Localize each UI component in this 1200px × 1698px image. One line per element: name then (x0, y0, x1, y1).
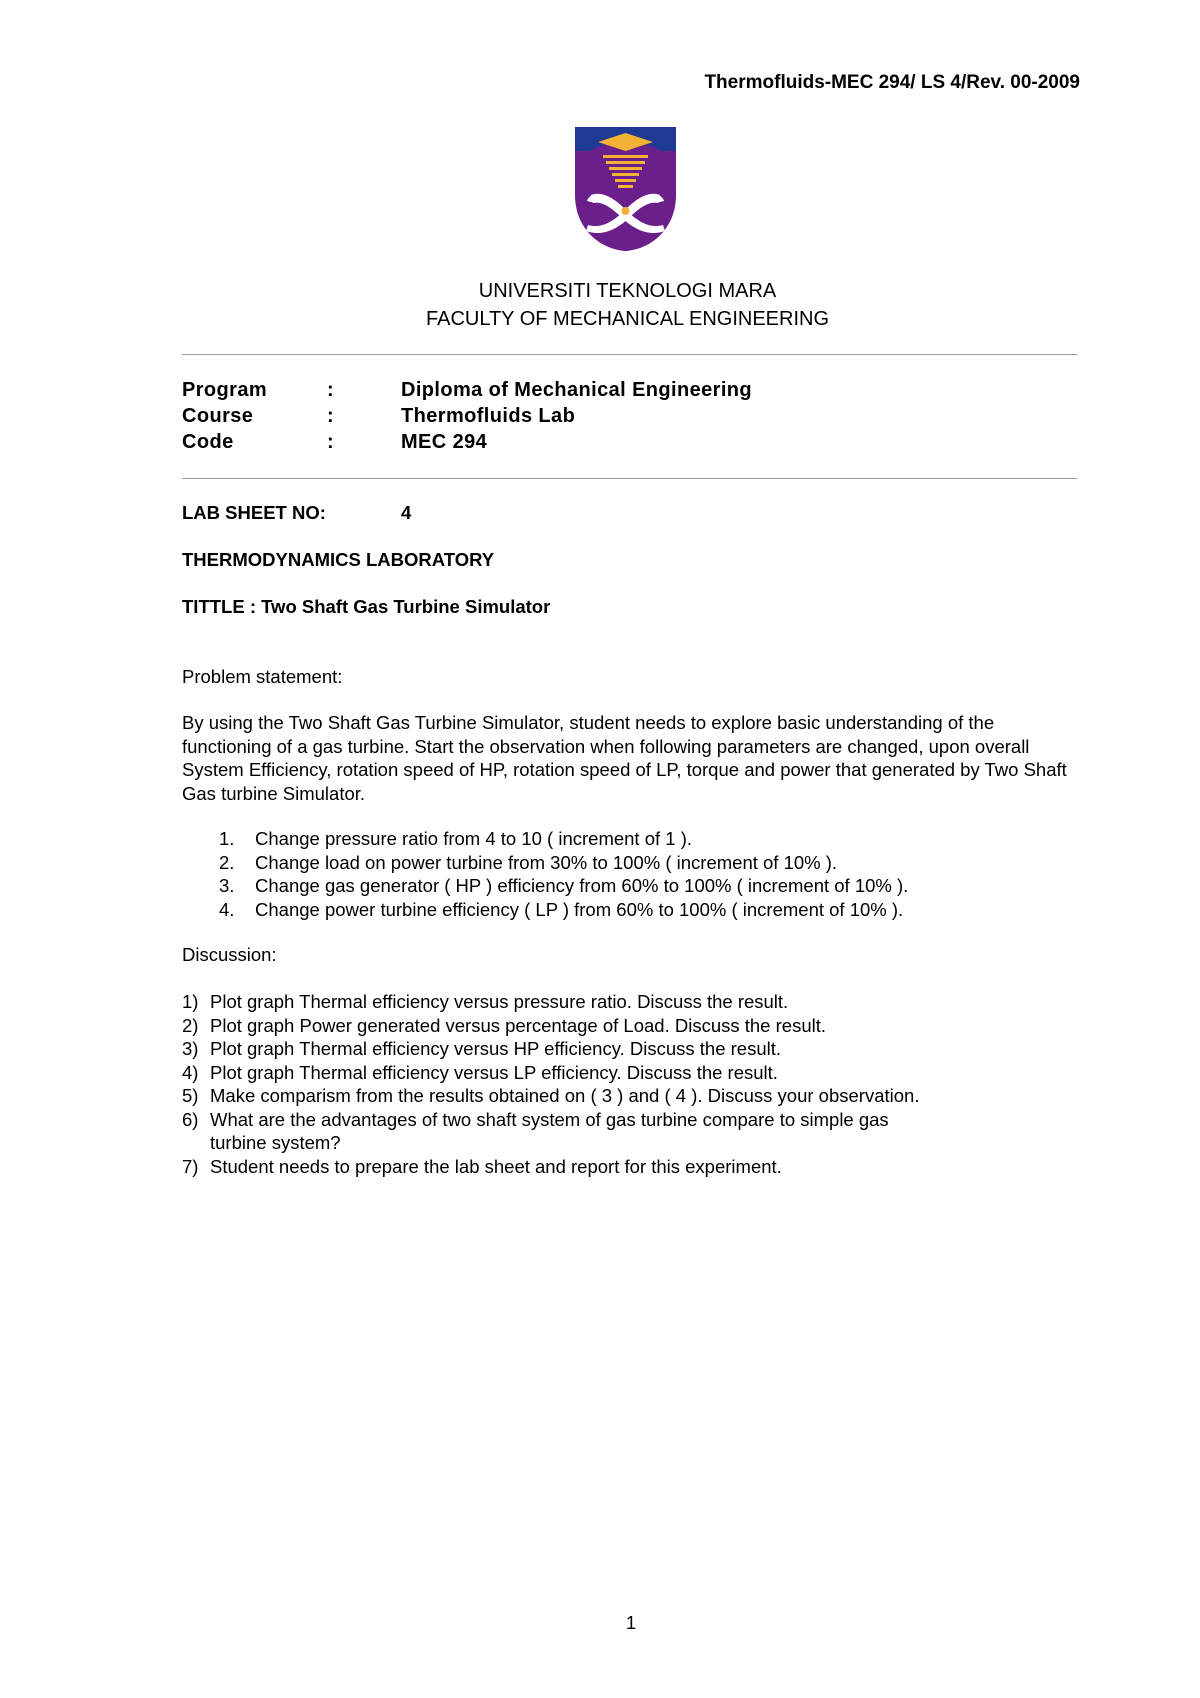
list-item-text: Plot graph Thermal efficiency versus HP efficiency. Discuss the result. (210, 1038, 782, 1059)
course-label: Course (182, 405, 254, 427)
university-name: UNIVERSITI TEKNOLOGI MARA (478, 280, 777, 302)
program-label: Program (182, 379, 268, 401)
list-item-number: 5) (182, 1085, 199, 1106)
list-item (182, 990, 891, 1014)
list-item-text: Student needs to prepare the lab sheet and report for this experiment. (210, 1155, 782, 1177)
list-item-number: 2) (182, 1014, 199, 1036)
lab-sheet-label: LAB SHEET NO: (182, 502, 326, 523)
divider-top (182, 354, 1077, 355)
list-item-text: What are the advantages of two shaft system of gas turbine compare to simple gas (210, 1108, 889, 1130)
program-separator: : (327, 379, 335, 401)
problem-statement-heading: Problem statement: (182, 666, 343, 687)
list-item-text: Plot graph Power generated versus percentage of Load. Discuss the result. (210, 1014, 826, 1036)
laboratory-name: THERMODYNAMICS LABORATORY (182, 549, 495, 570)
problem-statement-paragraph: By using the Two Shaft Gas Turbine Simulator, student needs to explore basic understanding of the functioning of a gas turbine. Start the observation when following parameters are changed, upon overall System Efficiency, rotation speed of HP, rotation speed of LP, torque and power that generated by Two Shaft Gas turbine Simulator. (182, 712, 1067, 804)
lab-sheet-number: 4 (401, 502, 412, 523)
list-item (182, 1108, 891, 1155)
list-item-text: Change load on power turbine from 30% to 100% ( increment of 10% ). (255, 851, 838, 873)
page-number: 1 (625, 1612, 637, 1633)
experiment-title: TITTLE : Two Shaft Gas Turbine Simulator (182, 596, 551, 617)
course-value: Thermofluids Lab (401, 405, 576, 427)
code-label: Code (182, 431, 234, 453)
university-crest-logo (573, 125, 678, 253)
list-item (182, 1155, 891, 1179)
list-item-number: 4) (182, 1061, 199, 1083)
list-item-text: Plot graph Thermal efficiency versus pressure ratio. Discuss the result. (210, 991, 789, 1012)
document-code: Thermofluids-MEC 294/ LS 4/Rev. 00-2009 (704, 72, 1080, 93)
list-item-number: 4. (219, 898, 235, 920)
discussion-heading: Discussion: (182, 944, 277, 965)
list-item-text: Change gas generator ( HP ) efficiency from 60% to 100% ( increment of 10% ). (255, 875, 909, 896)
list-item-number: 6) (182, 1108, 199, 1130)
list-item (182, 1037, 891, 1061)
list-item-text-continued: turbine system? (210, 1132, 341, 1153)
university-heading (0, 277, 1200, 333)
program-value: Diploma of Mechanical Engineering (401, 379, 753, 401)
course-separator: : (327, 405, 335, 427)
list-item (182, 1014, 891, 1038)
list-item (182, 1061, 891, 1085)
list-item-text: Change pressure ratio from 4 to 10 ( increment of 1 ). (255, 828, 693, 849)
code-separator: : (327, 431, 335, 453)
list-item (182, 1084, 920, 1108)
list-item-number: 1) (182, 991, 199, 1012)
list-item-number: 1. (219, 828, 235, 849)
list-item-text: Make comparism from the results obtained on ( 3 ) and ( 4 ). Discuss your observation. (210, 1085, 920, 1106)
list-item-text: Plot graph Thermal efficiency versus LP efficiency. Discuss the result. (210, 1061, 778, 1083)
list-item-text: Change power turbine efficiency ( LP ) from 60% to 100% ( increment of 10% ). (255, 898, 904, 920)
list-item-number: 7) (182, 1155, 199, 1177)
list-item-number: 2. (219, 851, 235, 873)
list-item-number: 3. (219, 875, 235, 896)
faculty-name: FACULTY OF MECHANICAL ENGINEERING (425, 308, 830, 330)
code-value: MEC 294 (401, 431, 488, 453)
discussion-list (182, 990, 920, 1178)
list-item-number: 3) (182, 1038, 199, 1059)
divider-bottom (182, 478, 1077, 479)
